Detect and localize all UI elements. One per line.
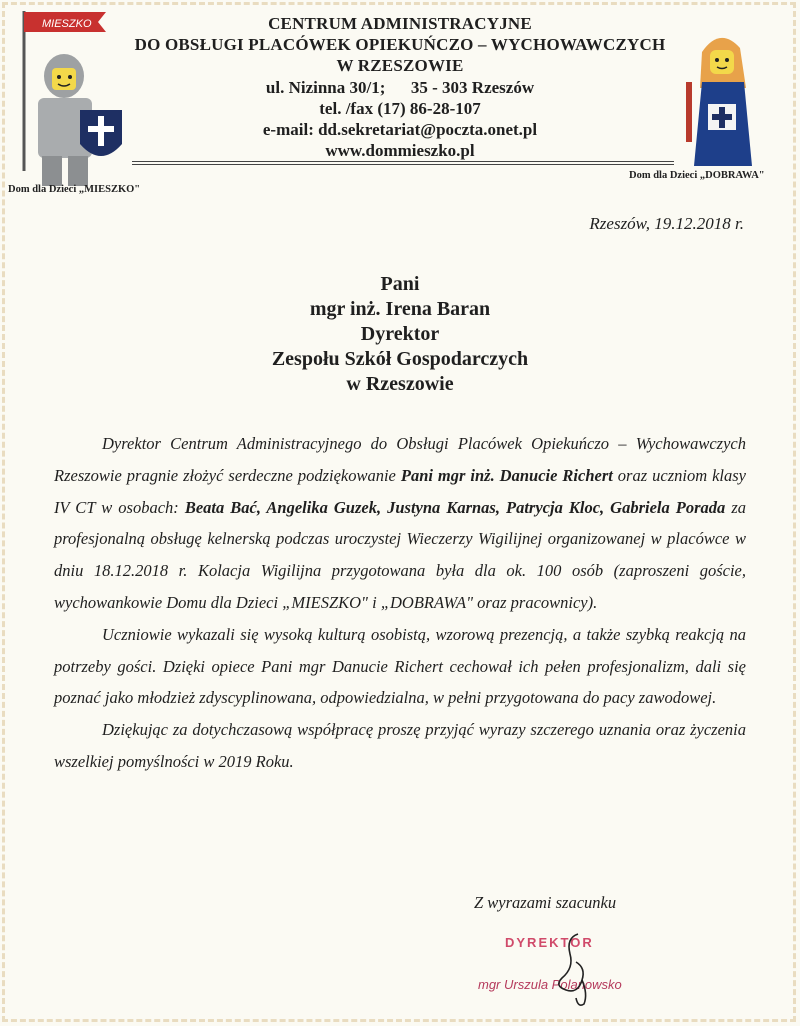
addressee-city: w Rzeszowie — [346, 373, 454, 395]
org-website: www.dommieszko.pl — [325, 141, 475, 160]
org-phone: tel. /fax (17) 86-28-107 — [319, 99, 481, 118]
addressee-block — [0, 272, 800, 397]
org-address: ul. Nizinna 30/1; 35 - 303 Rzeszów — [265, 78, 535, 97]
addressee-school: Zespołu Szkół Gospodarczych — [271, 348, 529, 370]
paragraph-2: Uczniowie wykazali się wysoką kulturą osobistą, wzorową prezencją, a także szybką reakcją na potrzeby gości. Dzięki opiece Pani mgr Danucie Richert cechował ich pełen profesjonalizm, dali się poznać jako młodzież zdyscyplinowana, odpowiedzialna, w pełni przygotowana do pacy zawodowej. — [54, 624, 746, 708]
addressee-salutation: Pani — [380, 273, 420, 295]
paragraph-1 — [54, 428, 746, 619]
handwritten-signature — [548, 928, 608, 1008]
org-name-line-3: W RZESZOWIE — [336, 56, 464, 75]
closing-phrase: Z wyrazami szacunku — [474, 893, 617, 912]
header-rule-2 — [132, 164, 674, 165]
p1-mid: oraz uczniom klasy IV CT w osobach: — [54, 465, 746, 517]
org-name-line-2: DO OBSŁUGI PLACÓWEK OPIEKUŃCZO – WYCHOWAWCZYCH — [134, 35, 666, 54]
left-logo-caption: Dom dla Dzieci „MIESZKO" — [8, 184, 141, 195]
right-logo-caption: Dom dla Dzieci „DOBRAWA" — [629, 170, 765, 181]
addressee-name: mgr inż. Irena Baran — [309, 298, 491, 320]
letter-date: Rzeszów, 19.12.2018 r. — [589, 214, 744, 233]
letter-body — [54, 428, 746, 778]
org-email: e-mail: dd.sekretariat@poczta.onet.pl — [262, 120, 538, 139]
paragraph-3: Dziękując za dotychczasową współpracę proszę przyjąć wyrazy szczerego uznania oraz życzenia wszelkiej pomyślności w 2019 Roku. — [54, 720, 746, 771]
p1-intro: Dyrektor Centrum Administracyjnego do Obsługi Placówek Opiekuńczo – Wychowawczych Rzeszowie pragnie złożyć serdeczne podziękowanie — [54, 434, 746, 485]
p1-end: za profesjonalną obsługę kelnerską podczas uroczystej Wieczerzy Wigilijnej organizowanej w placówce w dniu 18.12.2018 r. Kolacja Wigilijna przygotowana była dla ok. 100 osób (zaproszeni goście, wychowankowie Domu dla Dzieci „MIESZKO" i „DOBRAWA" oraz pracownicy). — [54, 497, 747, 612]
p1-teacher-name: Pani mgr inż. Danucie Richert — [400, 465, 613, 485]
header-rule-1 — [132, 161, 674, 162]
flag-text: MIESZKO — [42, 18, 92, 30]
stamp-title: DYREKTOR — [505, 935, 594, 950]
stamp-name: mgr Urszula Polanowsko — [478, 977, 622, 992]
dobrawa-logo — [680, 30, 780, 170]
letterhead — [0, 0, 800, 195]
org-name-line-1: CENTRUM ADMINISTRACYJNE — [268, 14, 532, 33]
p1-student-names: Beata Bać, Angelika Guzek, Justyna Karnas, Patrycja Kloc, Gabriela Porada — [184, 497, 726, 517]
addressee-position: Dyrektor — [360, 323, 440, 345]
